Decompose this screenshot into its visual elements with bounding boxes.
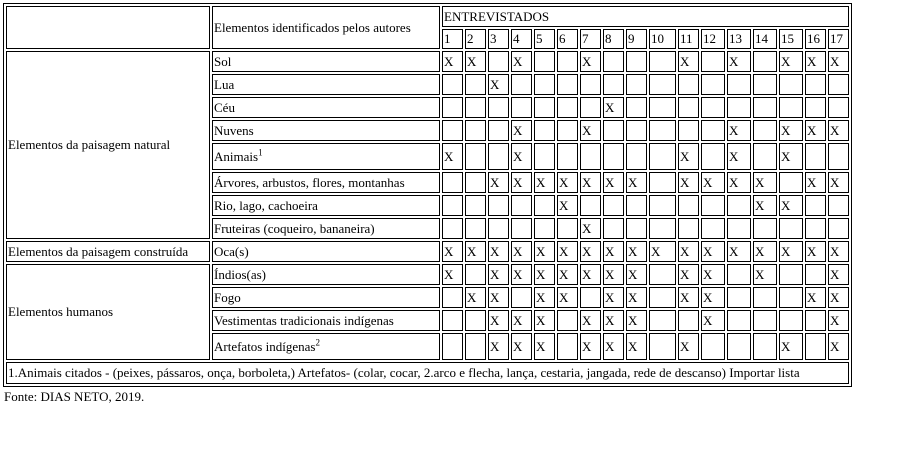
mark-cell bbox=[534, 218, 555, 239]
mark-cell bbox=[511, 218, 532, 239]
mark-cell: X bbox=[511, 264, 532, 285]
mark-cell: X bbox=[753, 241, 777, 262]
mark-cell bbox=[626, 218, 647, 239]
mark-cell bbox=[511, 195, 532, 216]
mark-cell: X bbox=[626, 310, 647, 331]
element-label-text: Fogo bbox=[214, 289, 241, 305]
mark-cell bbox=[701, 218, 725, 239]
mark-cell: X bbox=[727, 120, 751, 141]
mark-cell bbox=[534, 195, 555, 216]
element-label bbox=[212, 51, 440, 72]
mark-cell bbox=[580, 195, 601, 216]
mark-cell: X bbox=[534, 287, 555, 308]
mark-cell: X bbox=[753, 264, 777, 285]
element-label-text: Fruteiras (coqueiro, bananeira) bbox=[214, 220, 375, 236]
mark-cell bbox=[442, 195, 463, 216]
mark-cell bbox=[488, 143, 509, 170]
interviewee-number: 2 bbox=[465, 29, 486, 49]
mark-cell bbox=[727, 333, 751, 360]
mark-cell: X bbox=[779, 241, 803, 262]
mark-cell bbox=[649, 333, 676, 360]
mark-cell: X bbox=[442, 241, 463, 262]
mark-cell: X bbox=[557, 172, 578, 193]
mark-cell: X bbox=[580, 120, 601, 141]
mark-cell: X bbox=[779, 120, 803, 141]
mark-cell: X bbox=[465, 51, 486, 72]
mark-cell bbox=[557, 333, 578, 360]
mark-cell: X bbox=[805, 51, 826, 72]
footnote-row: 1.Animais citados - (peixes, pássaros, onça, borboleta,) Artefatos- (colar, cocar, 2.arco e flecha, lança, cestaria, jangada, rede de descanso) Importar lista bbox=[6, 362, 849, 384]
interviewee-number: 6 bbox=[557, 29, 578, 49]
mark-cell bbox=[603, 120, 624, 141]
mark-cell: X bbox=[828, 310, 849, 331]
mark-cell bbox=[701, 51, 725, 72]
interviewee-number: 4 bbox=[511, 29, 532, 49]
element-label bbox=[212, 287, 440, 308]
interviewee-number: 11 bbox=[678, 29, 699, 49]
mark-cell: X bbox=[727, 241, 751, 262]
mark-cell bbox=[805, 310, 826, 331]
mark-cell: X bbox=[442, 143, 463, 170]
mark-cell: X bbox=[828, 120, 849, 141]
mark-cell bbox=[828, 218, 849, 239]
mark-cell bbox=[534, 51, 555, 72]
interviewee-number: 8 bbox=[603, 29, 624, 49]
footnote-marker: 1 bbox=[258, 147, 263, 158]
element-label bbox=[212, 97, 440, 118]
mark-cell: X bbox=[488, 241, 509, 262]
mark-cell: X bbox=[557, 195, 578, 216]
interviewee-number: 1 bbox=[442, 29, 463, 49]
mark-cell bbox=[678, 310, 699, 331]
mark-cell bbox=[828, 97, 849, 118]
mark-cell bbox=[488, 120, 509, 141]
mark-cell: X bbox=[580, 333, 601, 360]
mark-cell: X bbox=[753, 172, 777, 193]
mark-cell bbox=[465, 120, 486, 141]
mark-cell: X bbox=[511, 143, 532, 170]
mark-cell: X bbox=[805, 241, 826, 262]
mark-cell bbox=[442, 74, 463, 95]
mark-cell: X bbox=[488, 172, 509, 193]
mark-cell: X bbox=[753, 195, 777, 216]
mark-cell bbox=[465, 333, 486, 360]
mark-cell: X bbox=[727, 172, 751, 193]
mark-cell bbox=[779, 172, 803, 193]
mark-cell: X bbox=[626, 241, 647, 262]
mark-cell: X bbox=[701, 310, 725, 331]
mark-cell: X bbox=[488, 264, 509, 285]
mark-cell bbox=[701, 97, 725, 118]
mark-cell: X bbox=[603, 97, 624, 118]
mark-cell bbox=[649, 51, 676, 72]
mark-cell bbox=[649, 264, 676, 285]
interviewees-header: ENTREVISTADOS bbox=[442, 6, 849, 27]
mark-cell: X bbox=[465, 241, 486, 262]
mark-cell bbox=[580, 143, 601, 170]
mark-cell: X bbox=[828, 333, 849, 360]
mark-cell: X bbox=[580, 310, 601, 331]
mark-cell bbox=[805, 218, 826, 239]
mark-cell: X bbox=[805, 172, 826, 193]
mark-cell: X bbox=[678, 241, 699, 262]
mark-cell bbox=[779, 97, 803, 118]
mark-cell bbox=[649, 287, 676, 308]
mark-cell bbox=[649, 120, 676, 141]
mark-cell bbox=[626, 120, 647, 141]
mark-cell bbox=[465, 143, 486, 170]
mark-cell bbox=[557, 120, 578, 141]
mark-cell: X bbox=[511, 51, 532, 72]
interviewee-number: 10 bbox=[649, 29, 676, 49]
mark-cell bbox=[753, 97, 777, 118]
mark-cell bbox=[442, 310, 463, 331]
mark-cell: X bbox=[779, 195, 803, 216]
mark-cell: X bbox=[511, 310, 532, 331]
mark-cell bbox=[649, 143, 676, 170]
mark-cell bbox=[442, 97, 463, 118]
mark-cell bbox=[779, 264, 803, 285]
mark-cell bbox=[649, 195, 676, 216]
mark-cell bbox=[580, 74, 601, 95]
mark-cell bbox=[557, 218, 578, 239]
mark-cell bbox=[727, 97, 751, 118]
mark-cell bbox=[805, 97, 826, 118]
mark-cell: X bbox=[580, 241, 601, 262]
element-label-text: Oca(s) bbox=[214, 243, 249, 259]
mark-cell: X bbox=[511, 120, 532, 141]
mark-cell: X bbox=[805, 120, 826, 141]
element-label bbox=[212, 74, 440, 95]
mark-cell: X bbox=[534, 241, 555, 262]
interviewee-number: 3 bbox=[488, 29, 509, 49]
mark-cell bbox=[649, 310, 676, 331]
element-label-text: Lua bbox=[214, 76, 235, 92]
table-row bbox=[6, 241, 849, 262]
element-label bbox=[212, 310, 440, 331]
mark-cell bbox=[465, 97, 486, 118]
mark-cell: X bbox=[701, 241, 725, 262]
mark-cell bbox=[805, 195, 826, 216]
mark-cell bbox=[753, 143, 777, 170]
mark-cell bbox=[442, 218, 463, 239]
footnote-marker: 2 bbox=[315, 337, 320, 348]
mark-cell bbox=[534, 143, 555, 170]
mark-cell bbox=[753, 218, 777, 239]
mark-cell bbox=[779, 310, 803, 331]
mark-cell bbox=[649, 97, 676, 118]
mark-cell bbox=[465, 195, 486, 216]
mark-cell bbox=[805, 264, 826, 285]
mark-cell: X bbox=[828, 241, 849, 262]
mark-cell bbox=[805, 143, 826, 170]
mark-cell bbox=[678, 218, 699, 239]
mark-cell bbox=[727, 287, 751, 308]
mark-cell bbox=[488, 195, 509, 216]
mark-cell: X bbox=[557, 287, 578, 308]
elements-header: Elementos identificados pelos autores bbox=[212, 6, 440, 49]
mark-cell: X bbox=[779, 51, 803, 72]
mark-cell bbox=[678, 195, 699, 216]
mark-cell: X bbox=[580, 51, 601, 72]
mark-cell: X bbox=[580, 218, 601, 239]
mark-cell bbox=[603, 143, 624, 170]
mark-cell: X bbox=[488, 333, 509, 360]
mark-cell bbox=[701, 195, 725, 216]
element-label-text: Árvores, arbustos, flores, montanhas bbox=[214, 174, 405, 190]
mark-cell bbox=[488, 97, 509, 118]
mark-cell bbox=[442, 172, 463, 193]
element-label-text: Céu bbox=[214, 99, 235, 115]
mark-cell bbox=[828, 74, 849, 95]
mark-cell: X bbox=[488, 310, 509, 331]
mark-cell bbox=[701, 143, 725, 170]
mark-cell: X bbox=[727, 51, 751, 72]
interviewee-number: 13 bbox=[727, 29, 751, 49]
mark-cell: X bbox=[603, 333, 624, 360]
mark-cell bbox=[488, 218, 509, 239]
mark-cell: X bbox=[626, 287, 647, 308]
interview-table bbox=[3, 3, 852, 387]
mark-cell: X bbox=[678, 287, 699, 308]
mark-cell bbox=[626, 74, 647, 95]
mark-cell: X bbox=[511, 241, 532, 262]
mark-cell: X bbox=[626, 264, 647, 285]
mark-cell bbox=[580, 287, 601, 308]
mark-cell bbox=[534, 120, 555, 141]
group-label: Elementos da paisagem construída bbox=[6, 241, 210, 262]
mark-cell bbox=[649, 74, 676, 95]
mark-cell: X bbox=[727, 143, 751, 170]
interviewee-number: 14 bbox=[753, 29, 777, 49]
mark-cell bbox=[701, 74, 725, 95]
element-label-text: Vestimentas tradicionais indígenas bbox=[214, 312, 394, 328]
group-label: Elementos humanos bbox=[6, 264, 210, 360]
element-label bbox=[212, 195, 440, 216]
mark-cell bbox=[626, 195, 647, 216]
mark-cell bbox=[488, 51, 509, 72]
mark-cell bbox=[442, 287, 463, 308]
mark-cell bbox=[557, 310, 578, 331]
mark-cell: X bbox=[779, 143, 803, 170]
element-label-text: Artefatos indígenas bbox=[214, 338, 316, 354]
mark-cell: X bbox=[511, 172, 532, 193]
mark-cell: X bbox=[603, 264, 624, 285]
mark-cell: X bbox=[442, 51, 463, 72]
interviewee-number: 15 bbox=[779, 29, 803, 49]
group-label: Elementos da paisagem natural bbox=[6, 51, 210, 239]
mark-cell bbox=[557, 51, 578, 72]
table-row bbox=[6, 264, 849, 285]
mark-cell: X bbox=[678, 51, 699, 72]
mark-cell: X bbox=[511, 333, 532, 360]
table-row bbox=[6, 51, 849, 72]
mark-cell bbox=[557, 143, 578, 170]
interviewee-number: 17 bbox=[828, 29, 849, 49]
element-label-text: Rio, lago, cachoeira bbox=[214, 197, 318, 213]
mark-cell: X bbox=[626, 333, 647, 360]
element-label-text: Nuvens bbox=[214, 122, 254, 138]
mark-cell bbox=[603, 51, 624, 72]
mark-cell: X bbox=[779, 333, 803, 360]
mark-cell bbox=[626, 97, 647, 118]
mark-cell bbox=[753, 333, 777, 360]
source-citation: Fonte: DIAS NETO, 2019. bbox=[4, 389, 145, 404]
mark-cell bbox=[511, 97, 532, 118]
mark-cell bbox=[779, 218, 803, 239]
mark-cell bbox=[753, 51, 777, 72]
mark-cell: X bbox=[649, 241, 676, 262]
mark-cell: X bbox=[678, 143, 699, 170]
mark-cell bbox=[465, 74, 486, 95]
mark-cell bbox=[779, 287, 803, 308]
mark-cell bbox=[626, 51, 647, 72]
mark-cell: X bbox=[828, 51, 849, 72]
mark-cell: X bbox=[580, 264, 601, 285]
interviewee-number: 12 bbox=[701, 29, 725, 49]
mark-cell: X bbox=[603, 241, 624, 262]
mark-cell bbox=[603, 218, 624, 239]
mark-cell: X bbox=[557, 264, 578, 285]
mark-cell: X bbox=[828, 264, 849, 285]
mark-cell bbox=[701, 333, 725, 360]
mark-cell bbox=[727, 264, 751, 285]
mark-cell bbox=[442, 120, 463, 141]
mark-cell bbox=[805, 74, 826, 95]
mark-cell bbox=[678, 120, 699, 141]
mark-cell bbox=[779, 74, 803, 95]
mark-cell bbox=[828, 143, 849, 170]
element-label bbox=[212, 241, 440, 262]
mark-cell bbox=[557, 97, 578, 118]
mark-cell bbox=[753, 120, 777, 141]
mark-cell: X bbox=[465, 287, 486, 308]
mark-cell: X bbox=[534, 172, 555, 193]
mark-cell: X bbox=[828, 287, 849, 308]
mark-cell bbox=[511, 287, 532, 308]
interviewee-number: 5 bbox=[534, 29, 555, 49]
interviewee-number: 9 bbox=[626, 29, 647, 49]
corner-cell bbox=[6, 6, 210, 49]
mark-cell: X bbox=[488, 287, 509, 308]
element-label bbox=[212, 143, 440, 170]
mark-cell bbox=[603, 195, 624, 216]
mark-cell bbox=[678, 74, 699, 95]
mark-cell bbox=[727, 74, 751, 95]
mark-cell bbox=[580, 97, 601, 118]
mark-cell: X bbox=[534, 310, 555, 331]
mark-cell bbox=[603, 74, 624, 95]
mark-cell: X bbox=[805, 287, 826, 308]
mark-cell: X bbox=[557, 241, 578, 262]
mark-cell: X bbox=[678, 333, 699, 360]
element-label bbox=[212, 218, 440, 239]
mark-cell: X bbox=[488, 74, 509, 95]
mark-cell: X bbox=[534, 333, 555, 360]
mark-cell: X bbox=[828, 172, 849, 193]
element-label bbox=[212, 264, 440, 285]
mark-cell bbox=[649, 172, 676, 193]
mark-cell bbox=[678, 97, 699, 118]
mark-cell: X bbox=[603, 287, 624, 308]
mark-cell: X bbox=[442, 264, 463, 285]
interviewee-number: 16 bbox=[805, 29, 826, 49]
mark-cell bbox=[828, 195, 849, 216]
element-label-text: Índios(as) bbox=[214, 266, 266, 282]
mark-cell bbox=[557, 74, 578, 95]
element-label bbox=[212, 333, 440, 360]
element-label-text: Animais bbox=[214, 148, 259, 164]
interviewee-number: 7 bbox=[580, 29, 601, 49]
mark-cell bbox=[534, 74, 555, 95]
mark-cell: X bbox=[603, 310, 624, 331]
mark-cell: X bbox=[701, 287, 725, 308]
mark-cell bbox=[465, 310, 486, 331]
mark-cell: X bbox=[678, 264, 699, 285]
mark-cell: X bbox=[701, 172, 725, 193]
mark-cell bbox=[465, 264, 486, 285]
mark-cell bbox=[511, 74, 532, 95]
mark-cell bbox=[442, 333, 463, 360]
mark-cell bbox=[753, 74, 777, 95]
mark-cell bbox=[727, 195, 751, 216]
mark-cell bbox=[753, 310, 777, 331]
mark-cell: X bbox=[603, 172, 624, 193]
mark-cell bbox=[805, 333, 826, 360]
mark-cell bbox=[649, 218, 676, 239]
mark-cell bbox=[534, 97, 555, 118]
mark-cell bbox=[701, 120, 725, 141]
mark-cell bbox=[727, 310, 751, 331]
mark-cell: X bbox=[678, 172, 699, 193]
mark-cell bbox=[753, 287, 777, 308]
mark-cell: X bbox=[626, 172, 647, 193]
element-label bbox=[212, 120, 440, 141]
mark-cell bbox=[727, 218, 751, 239]
mark-cell bbox=[626, 143, 647, 170]
mark-cell bbox=[465, 218, 486, 239]
element-label bbox=[212, 172, 440, 193]
mark-cell: X bbox=[701, 264, 725, 285]
mark-cell: X bbox=[534, 264, 555, 285]
mark-cell bbox=[465, 172, 486, 193]
element-label-text: Sol bbox=[214, 53, 232, 69]
mark-cell: X bbox=[580, 172, 601, 193]
